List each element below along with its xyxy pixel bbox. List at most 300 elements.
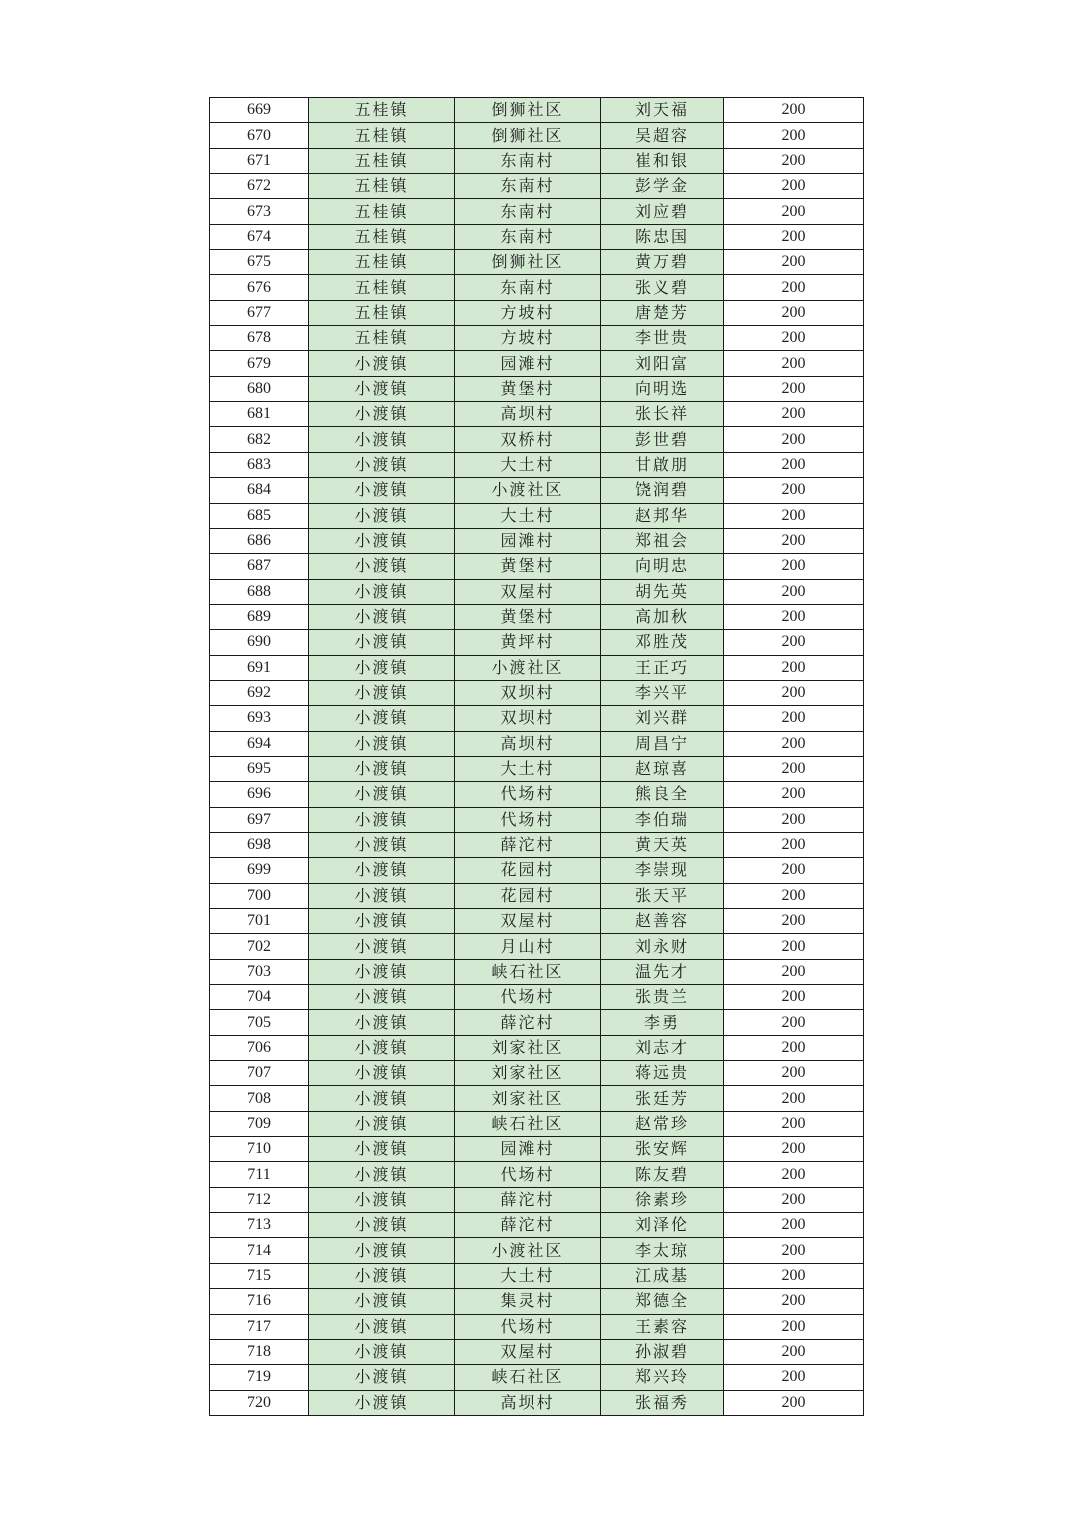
amount-cell: 200 [724,503,864,528]
village-cell: 大土村 [455,1263,601,1288]
person-name-cell: 陈忠国 [601,224,724,249]
person-name-cell: 赵常珍 [601,1111,724,1136]
table-row [210,807,864,832]
table-row [210,985,864,1010]
table-row [210,1035,864,1060]
town-cell: 小渡镇 [309,402,455,427]
serial-number-cell: 708 [210,1086,309,1111]
village-cell: 高坝村 [455,1390,601,1415]
amount-cell: 200 [724,326,864,351]
village-cell: 月山村 [455,934,601,959]
person-name-cell: 温先才 [601,959,724,984]
serial-number-cell: 714 [210,1238,309,1263]
person-name-cell: 郑德全 [601,1289,724,1314]
serial-number-cell: 669 [210,98,309,123]
town-cell: 小渡镇 [309,1086,455,1111]
serial-number-cell: 695 [210,756,309,781]
town-cell: 五桂镇 [309,174,455,199]
person-name-cell: 江成基 [601,1263,724,1288]
person-name-cell: 唐楚芳 [601,300,724,325]
village-cell: 倒狮社区 [455,123,601,148]
town-cell: 小渡镇 [309,630,455,655]
serial-number-cell: 681 [210,402,309,427]
person-name-cell: 李世贵 [601,326,724,351]
village-cell: 园滩村 [455,351,601,376]
town-cell: 小渡镇 [309,604,455,629]
serial-number-cell: 670 [210,123,309,148]
village-cell: 双坝村 [455,680,601,705]
village-cell: 峡石社区 [455,1111,601,1136]
town-cell: 小渡镇 [309,756,455,781]
table-row [210,199,864,224]
table-row [210,756,864,781]
serial-number-cell: 701 [210,909,309,934]
table-row [210,1137,864,1162]
serial-number-cell: 676 [210,275,309,300]
table-row [210,1010,864,1035]
person-name-cell: 彭学金 [601,174,724,199]
serial-number-cell: 671 [210,148,309,173]
town-cell: 小渡镇 [309,807,455,832]
serial-number-cell: 678 [210,326,309,351]
serial-number-cell: 680 [210,376,309,401]
amount-cell: 200 [724,250,864,275]
village-cell: 刘家社区 [455,1061,601,1086]
village-cell: 峡石社区 [455,959,601,984]
village-cell: 园滩村 [455,528,601,553]
table-row [210,427,864,452]
village-cell: 双屋村 [455,909,601,934]
table-row [210,300,864,325]
village-cell: 东南村 [455,224,601,249]
town-cell: 五桂镇 [309,326,455,351]
table-row [210,832,864,857]
amount-cell: 200 [724,832,864,857]
table-row [210,883,864,908]
person-name-cell: 张贵兰 [601,985,724,1010]
town-cell: 小渡镇 [309,959,455,984]
town-cell: 五桂镇 [309,250,455,275]
amount-cell: 200 [724,427,864,452]
village-cell: 双桥村 [455,427,601,452]
town-cell: 小渡镇 [309,706,455,731]
amount-cell: 200 [724,1213,864,1238]
village-cell: 薛沱村 [455,1213,601,1238]
amount-cell: 200 [724,1365,864,1390]
person-name-cell: 蒋远贵 [601,1061,724,1086]
serial-number-cell: 707 [210,1061,309,1086]
person-name-cell: 张廷芳 [601,1086,724,1111]
amount-cell: 200 [724,1238,864,1263]
amount-cell: 200 [724,224,864,249]
person-name-cell: 崔和银 [601,148,724,173]
table-row [210,604,864,629]
town-cell: 小渡镇 [309,1365,455,1390]
table-row [210,959,864,984]
subsidy-roster-table [209,97,864,1416]
serial-number-cell: 719 [210,1365,309,1390]
amount-cell: 200 [724,934,864,959]
table-row [210,579,864,604]
town-cell: 小渡镇 [309,1187,455,1212]
serial-number-cell: 685 [210,503,309,528]
table-row [210,1162,864,1187]
village-cell: 花园村 [455,858,601,883]
person-name-cell: 赵善容 [601,909,724,934]
table-row [210,1339,864,1364]
serial-number-cell: 717 [210,1314,309,1339]
village-cell: 东南村 [455,199,601,224]
serial-number-cell: 696 [210,782,309,807]
serial-number-cell: 715 [210,1263,309,1288]
amount-cell: 200 [724,883,864,908]
town-cell: 小渡镇 [309,452,455,477]
person-name-cell: 李勇 [601,1010,724,1035]
table-row [210,858,864,883]
town-cell: 小渡镇 [309,1263,455,1288]
serial-number-cell: 710 [210,1137,309,1162]
amount-cell: 200 [724,1289,864,1314]
village-cell: 薛沱村 [455,832,601,857]
person-name-cell: 赵邦华 [601,503,724,528]
serial-number-cell: 703 [210,959,309,984]
person-name-cell: 张长祥 [601,402,724,427]
serial-number-cell: 704 [210,985,309,1010]
town-cell: 小渡镇 [309,478,455,503]
amount-cell: 200 [724,604,864,629]
amount-cell: 200 [724,782,864,807]
village-cell: 倒狮社区 [455,250,601,275]
town-cell: 小渡镇 [309,883,455,908]
village-cell: 方坡村 [455,326,601,351]
town-cell: 小渡镇 [309,1213,455,1238]
town-cell: 小渡镇 [309,909,455,934]
serial-number-cell: 673 [210,199,309,224]
amount-cell: 200 [724,1314,864,1339]
table-row [210,275,864,300]
table-row [210,376,864,401]
person-name-cell: 邓胜茂 [601,630,724,655]
serial-number-cell: 692 [210,680,309,705]
serial-number-cell: 699 [210,858,309,883]
person-name-cell: 胡先英 [601,579,724,604]
town-cell: 小渡镇 [309,528,455,553]
person-name-cell: 张福秀 [601,1390,724,1415]
table-row [210,934,864,959]
amount-cell: 200 [724,300,864,325]
amount-cell: 200 [724,706,864,731]
person-name-cell: 刘天福 [601,98,724,123]
amount-cell: 200 [724,376,864,401]
village-cell: 高坝村 [455,402,601,427]
village-cell: 花园村 [455,883,601,908]
serial-number-cell: 713 [210,1213,309,1238]
person-name-cell: 徐素珍 [601,1187,724,1212]
amount-cell: 200 [724,1111,864,1136]
town-cell: 小渡镇 [309,1238,455,1263]
amount-cell: 200 [724,959,864,984]
person-name-cell: 郑祖会 [601,528,724,553]
village-cell: 方坡村 [455,300,601,325]
table-row [210,909,864,934]
serial-number-cell: 693 [210,706,309,731]
serial-number-cell: 672 [210,174,309,199]
town-cell: 小渡镇 [309,427,455,452]
village-cell: 代场村 [455,1162,601,1187]
roster-table-body [210,98,864,1416]
village-cell: 双坝村 [455,706,601,731]
table-row [210,655,864,680]
person-name-cell: 赵琼喜 [601,756,724,781]
town-cell: 五桂镇 [309,199,455,224]
person-name-cell: 张义碧 [601,275,724,300]
person-name-cell: 王正巧 [601,655,724,680]
person-name-cell: 熊良全 [601,782,724,807]
town-cell: 小渡镇 [309,1162,455,1187]
serial-number-cell: 686 [210,528,309,553]
village-cell: 代场村 [455,782,601,807]
town-cell: 小渡镇 [309,351,455,376]
person-name-cell: 黄天英 [601,832,724,857]
serial-number-cell: 684 [210,478,309,503]
table-row [210,1314,864,1339]
person-name-cell: 吴超容 [601,123,724,148]
person-name-cell: 刘志才 [601,1035,724,1060]
town-cell: 小渡镇 [309,554,455,579]
table-row [210,1289,864,1314]
village-cell: 黄堡村 [455,376,601,401]
town-cell: 五桂镇 [309,123,455,148]
serial-number-cell: 700 [210,883,309,908]
amount-cell: 200 [724,275,864,300]
person-name-cell: 王素容 [601,1314,724,1339]
town-cell: 小渡镇 [309,1035,455,1060]
town-cell: 小渡镇 [309,376,455,401]
table-row [210,98,864,123]
amount-cell: 200 [724,1162,864,1187]
person-name-cell: 高加秋 [601,604,724,629]
serial-number-cell: 718 [210,1339,309,1364]
village-cell: 代场村 [455,985,601,1010]
table-row [210,250,864,275]
serial-number-cell: 716 [210,1289,309,1314]
town-cell: 小渡镇 [309,1289,455,1314]
amount-cell: 200 [724,807,864,832]
table-row [210,123,864,148]
town-cell: 小渡镇 [309,1010,455,1035]
table-row [210,554,864,579]
town-cell: 五桂镇 [309,224,455,249]
table-row [210,326,864,351]
town-cell: 小渡镇 [309,858,455,883]
village-cell: 代场村 [455,807,601,832]
village-cell: 高坝村 [455,731,601,756]
table-row [210,1086,864,1111]
serial-number-cell: 705 [210,1010,309,1035]
village-cell: 倒狮社区 [455,98,601,123]
person-name-cell: 张天平 [601,883,724,908]
table-row [210,731,864,756]
table-row [210,1263,864,1288]
person-name-cell: 刘阳富 [601,351,724,376]
village-cell: 双屋村 [455,579,601,604]
amount-cell: 200 [724,731,864,756]
village-cell: 大土村 [455,452,601,477]
amount-cell: 200 [724,630,864,655]
table-row [210,174,864,199]
town-cell: 小渡镇 [309,680,455,705]
town-cell: 小渡镇 [309,1061,455,1086]
town-cell: 五桂镇 [309,300,455,325]
person-name-cell: 张安辉 [601,1137,724,1162]
serial-number-cell: 720 [210,1390,309,1415]
table-row [210,630,864,655]
amount-cell: 200 [724,148,864,173]
table-row [210,478,864,503]
amount-cell: 200 [724,985,864,1010]
table-row [210,402,864,427]
person-name-cell: 饶润碧 [601,478,724,503]
amount-cell: 200 [724,756,864,781]
amount-cell: 200 [724,528,864,553]
person-name-cell: 刘兴群 [601,706,724,731]
village-cell: 小渡社区 [455,1238,601,1263]
person-name-cell: 黄万碧 [601,250,724,275]
serial-number-cell: 690 [210,630,309,655]
table-row [210,224,864,249]
serial-number-cell: 709 [210,1111,309,1136]
serial-number-cell: 702 [210,934,309,959]
village-cell: 代场村 [455,1314,601,1339]
table-row [210,1365,864,1390]
village-cell: 薛沱村 [455,1187,601,1212]
table-row [210,1390,864,1415]
town-cell: 五桂镇 [309,275,455,300]
person-name-cell: 周昌宁 [601,731,724,756]
serial-number-cell: 675 [210,250,309,275]
town-cell: 小渡镇 [309,1137,455,1162]
person-name-cell: 李兴平 [601,680,724,705]
town-cell: 小渡镇 [309,655,455,680]
table-row [210,782,864,807]
person-name-cell: 李崇现 [601,858,724,883]
town-cell: 小渡镇 [309,1314,455,1339]
amount-cell: 200 [724,1086,864,1111]
village-cell: 大土村 [455,503,601,528]
serial-number-cell: 689 [210,604,309,629]
amount-cell: 200 [724,98,864,123]
serial-number-cell: 688 [210,579,309,604]
serial-number-cell: 706 [210,1035,309,1060]
serial-number-cell: 683 [210,452,309,477]
person-name-cell: 向明忠 [601,554,724,579]
town-cell: 小渡镇 [309,985,455,1010]
town-cell: 小渡镇 [309,503,455,528]
village-cell: 刘家社区 [455,1086,601,1111]
person-name-cell: 李伯瑞 [601,807,724,832]
amount-cell: 200 [724,1187,864,1212]
table-row [210,351,864,376]
town-cell: 小渡镇 [309,1111,455,1136]
serial-number-cell: 687 [210,554,309,579]
person-name-cell: 郑兴玲 [601,1365,724,1390]
village-cell: 小渡社区 [455,478,601,503]
table-row [210,1061,864,1086]
amount-cell: 200 [724,174,864,199]
amount-cell: 200 [724,478,864,503]
table-row [210,706,864,731]
table-row [210,1213,864,1238]
person-name-cell: 向明选 [601,376,724,401]
serial-number-cell: 677 [210,300,309,325]
town-cell: 五桂镇 [309,148,455,173]
amount-cell: 200 [724,1035,864,1060]
table-row [210,148,864,173]
person-name-cell: 彭世碧 [601,427,724,452]
serial-number-cell: 691 [210,655,309,680]
town-cell: 小渡镇 [309,782,455,807]
village-cell: 东南村 [455,148,601,173]
serial-number-cell: 698 [210,832,309,857]
amount-cell: 200 [724,452,864,477]
person-name-cell: 刘永财 [601,934,724,959]
town-cell: 小渡镇 [309,934,455,959]
amount-cell: 200 [724,1263,864,1288]
amount-cell: 200 [724,1339,864,1364]
table-row [210,503,864,528]
village-cell: 园滩村 [455,1137,601,1162]
town-cell: 小渡镇 [309,731,455,756]
amount-cell: 200 [724,1137,864,1162]
table-row [210,1238,864,1263]
serial-number-cell: 679 [210,351,309,376]
amount-cell: 200 [724,554,864,579]
village-cell: 黄堡村 [455,604,601,629]
serial-number-cell: 694 [210,731,309,756]
person-name-cell: 李太琼 [601,1238,724,1263]
village-cell: 双屋村 [455,1339,601,1364]
town-cell: 五桂镇 [309,98,455,123]
village-cell: 小渡社区 [455,655,601,680]
village-cell: 黄堡村 [455,554,601,579]
table-row [210,1111,864,1136]
amount-cell: 200 [724,402,864,427]
village-cell: 大土村 [455,756,601,781]
person-name-cell: 陈友碧 [601,1162,724,1187]
amount-cell: 200 [724,123,864,148]
village-cell: 黄坪村 [455,630,601,655]
amount-cell: 200 [724,909,864,934]
village-cell: 薛沱村 [455,1010,601,1035]
serial-number-cell: 697 [210,807,309,832]
town-cell: 小渡镇 [309,832,455,857]
amount-cell: 200 [724,1061,864,1086]
amount-cell: 200 [724,199,864,224]
serial-number-cell: 674 [210,224,309,249]
person-name-cell: 孙淑碧 [601,1339,724,1364]
town-cell: 小渡镇 [309,1339,455,1364]
person-name-cell: 甘啟朋 [601,452,724,477]
amount-cell: 200 [724,1010,864,1035]
town-cell: 小渡镇 [309,579,455,604]
amount-cell: 200 [724,680,864,705]
amount-cell: 200 [724,579,864,604]
table-row [210,680,864,705]
village-cell: 东南村 [455,275,601,300]
amount-cell: 200 [724,351,864,376]
person-name-cell: 刘应碧 [601,199,724,224]
table-row [210,528,864,553]
